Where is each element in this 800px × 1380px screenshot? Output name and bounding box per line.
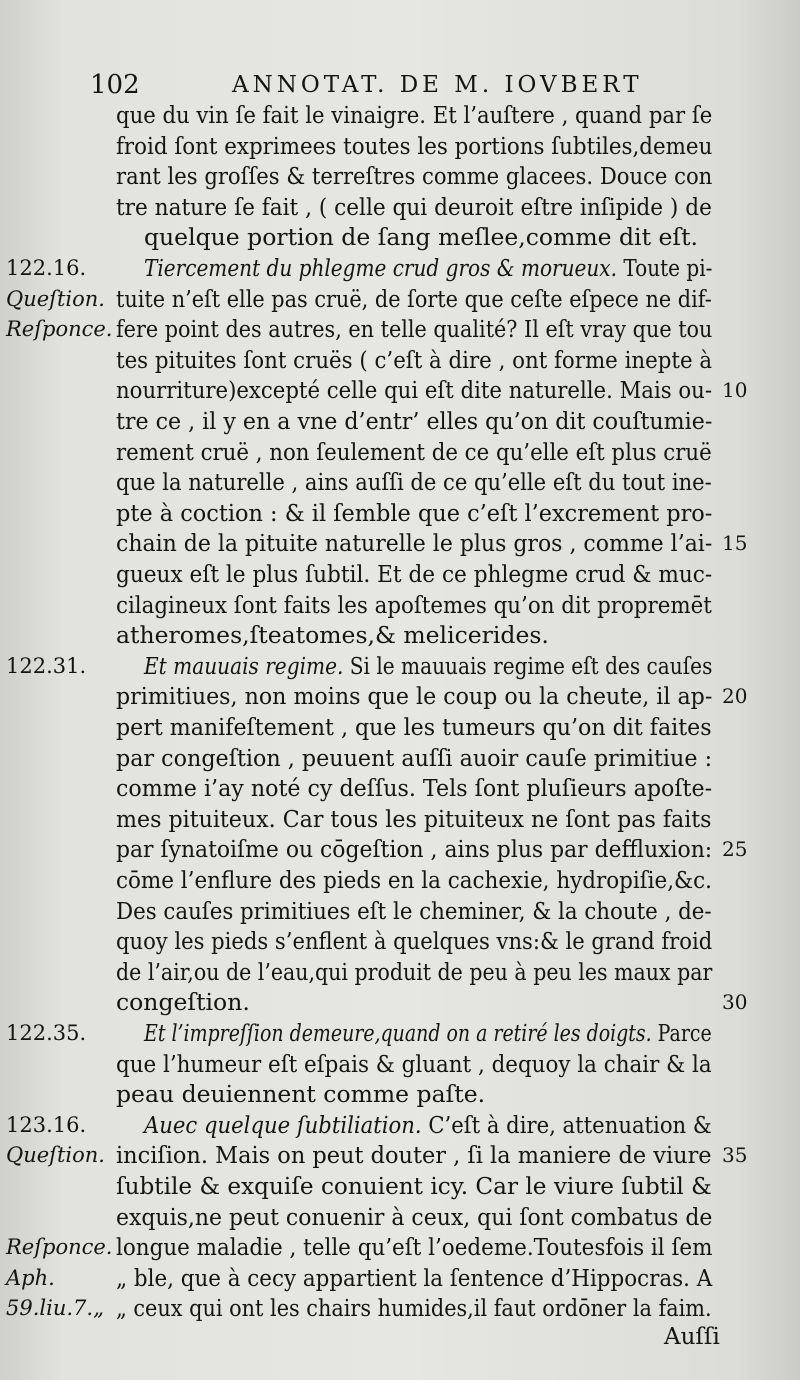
line-text: tes pituites ſont cruës ( c’eſt à dire , ont forme inepte à [116, 345, 713, 374]
text-line [116, 773, 712, 803]
text-line [116, 1171, 712, 1201]
text-line [116, 620, 549, 650]
line-text: congeſtion. [116, 988, 250, 1017]
text-line [116, 437, 712, 467]
line-text: „ ceux qui ont les chairs humides,il faut ordōner la faim. [116, 1294, 712, 1323]
line-number-marker: 25 [722, 837, 748, 862]
margin-note-left: 122.31. [6, 653, 87, 678]
text-line [116, 1293, 712, 1323]
text-line [116, 100, 712, 130]
text-line [116, 957, 712, 987]
line-text: atheromes,ſteatomes,& melicerides. [116, 621, 549, 650]
text-line [144, 1018, 712, 1048]
text-line [116, 743, 712, 773]
text-line [116, 161, 712, 191]
line-text: Si le mauuais regime eſt des cauſes [343, 651, 713, 680]
line-text: „ ble, que à cecy appartient la ſentence d’Hippocras. A [116, 1263, 713, 1292]
line-text: par ſynatoiſme ou cōgeſtion , ains plus par deffluxion: [116, 835, 713, 864]
margin-note-left: 59.liu.7.„ [6, 1296, 104, 1321]
line-text: fere point des autres, en telle qualité? Il eſt vray que tou [116, 315, 713, 344]
text-line [116, 1049, 712, 1079]
line-text: de l’air,ou de l’eau,qui produit de peu à peu les maux par [116, 957, 713, 986]
text-line [116, 987, 250, 1017]
lemma-italic: Auec quelque ſubtiliation. [144, 1110, 422, 1139]
lemma-italic: Et mauuais regime. [144, 651, 344, 680]
text-line [116, 498, 712, 528]
line-text: que du vin ſe fait le vinaigre. Et l’auſtere , quand par ſe [116, 101, 713, 129]
text-line [116, 1263, 712, 1293]
line-text: peau deuiennent comme paſte. [116, 1080, 486, 1109]
text-line [116, 1232, 712, 1262]
line-text: tre nature ſe fait , ( celle qui deuroit eſtre inſipide ) de [116, 192, 712, 221]
text-line [116, 834, 712, 864]
text-line [116, 1202, 712, 1232]
margin-note-left: 122.16. [6, 256, 87, 280]
text-line [116, 345, 712, 375]
margin-note-left: 122.35. [6, 1021, 87, 1045]
line-text: comme i’ay noté cy deſſus. Tels ſont pluſieurs apoſte- [116, 774, 713, 803]
line-text: Parce [651, 1019, 712, 1047]
text-line [144, 253, 712, 283]
line-text: Des cauſes primitiues eſt le cheminer, & la choute , de- [116, 896, 712, 925]
text-line [116, 284, 712, 314]
text-line [116, 865, 712, 895]
text-line [116, 528, 712, 558]
line-text: primitiues, non moins que le coup ou la cheute, il ap- [116, 682, 713, 711]
text-line [116, 804, 712, 834]
line-text: froid ſont exprimees toutes les portions ſubtiles,demeu [116, 131, 713, 160]
text-line [144, 1110, 712, 1140]
line-text: inciſion. Mais on peut douter , ſi la maniere de viure [116, 1141, 712, 1170]
line-text: que l’humeur eſt eſpais & gluant , dequoy la chair & la [116, 1049, 712, 1078]
line-text: nourriture)excepté celle qui eſt dite naturelle. Mais ou- [116, 376, 712, 405]
text-line [116, 131, 712, 161]
line-text: que la naturelle , ains auſſi de ce qu’elle eſt du tout ine- [116, 468, 712, 497]
margin-note-left: Queſtion. [6, 1143, 105, 1168]
line-text: cōme l’enflure des pieds en la cachexie, hydropiſie,&c. [116, 866, 712, 894]
lemma-italic: Tiercement du phlegme crud gros & morueux. [144, 254, 617, 282]
line-number-marker: 20 [722, 684, 748, 709]
line-text: quelque portion de ſang meſlee,comme dit eſt. [144, 223, 699, 252]
line-text: pert manifeſtement , que les tumeurs qu’on dit faites [116, 713, 712, 741]
line-text: par congeſtion , peuuent auſſi auoir cauſe primitiue : [116, 743, 713, 772]
text-line [144, 222, 698, 252]
text-line [116, 467, 712, 497]
margin-note-left: Reſponce. [6, 317, 113, 342]
line-number-marker: 15 [722, 531, 748, 556]
text-line [116, 681, 712, 711]
line-text: mes pituiteux. Car tous les pituiteux ne ſont pas faits [116, 804, 712, 833]
line-text: tre ce , il y en a vne d’entr’ elles qu’on dit couſtumie- [116, 407, 713, 435]
text-line [116, 896, 712, 926]
line-text: ſubtile & exquiſe conuient icy. Car le viure ſubtil & [116, 1172, 712, 1200]
line-text: rement cruë , non ſeulement de ce qu’elle eſt plus cruë [116, 437, 712, 466]
line-text: gueux eſt le plus ſubtil. Et de ce phlegme crud & muc- [116, 560, 713, 588]
text-line [116, 406, 712, 436]
catchword: Auſſi [664, 1324, 720, 1350]
text-line [116, 926, 712, 956]
margin-note-left: Queſtion. [6, 286, 105, 311]
line-text: pte à coction : & il ſemble que c’eſt l’excrement pro- [116, 498, 713, 527]
line-text: quoy les pieds s’enflent à quelques vns:& le grand froid [116, 927, 713, 956]
line-text: rant les groſſes & terreſtres comme glacees. Douce con [116, 162, 713, 191]
line-text: C’eſt à dire, attenuation & [421, 1110, 712, 1139]
line-number-marker: 30 [722, 990, 748, 1015]
margin-note-left: 123.16. [6, 1112, 87, 1137]
margin-note-left: Reſponce. [6, 1235, 113, 1260]
text-line [144, 651, 712, 681]
margin-note-left: Aph. [6, 1265, 55, 1290]
line-text: Toute pi- [616, 254, 713, 282]
line-text: tuite n’eſt elle pas cruë, de ſorte que ceſte eſpece ne dif- [116, 284, 712, 313]
text-line [116, 1140, 712, 1170]
text-line [116, 590, 712, 620]
text-line [116, 375, 712, 405]
text-line [116, 192, 712, 222]
text-line [116, 314, 712, 344]
running-title: ANNOTAT. DE M. IOVBERT [232, 72, 643, 98]
line-text: cilagineux ſont faits les apoſtemes qu’on dit propremēt [116, 590, 712, 619]
text-line [116, 559, 712, 589]
lemma-italic: Et l’impreſſion demeure,quand on a retiré les doigts. [144, 1019, 652, 1047]
line-text: longue maladie , telle qu’eſt l’oedeme.Toutesfois il ſem [116, 1233, 713, 1262]
line-number-marker: 10 [722, 378, 748, 403]
line-text: chain de la pituite naturelle le plus gros , comme l’ai- [116, 529, 713, 558]
text-line [116, 1079, 485, 1109]
line-text: exquis,ne peut conuenir à ceux, qui ſont combatus de [116, 1202, 713, 1231]
text-line [116, 712, 712, 742]
line-number-marker: 35 [722, 1143, 748, 1168]
page-number: 102 [90, 70, 140, 100]
